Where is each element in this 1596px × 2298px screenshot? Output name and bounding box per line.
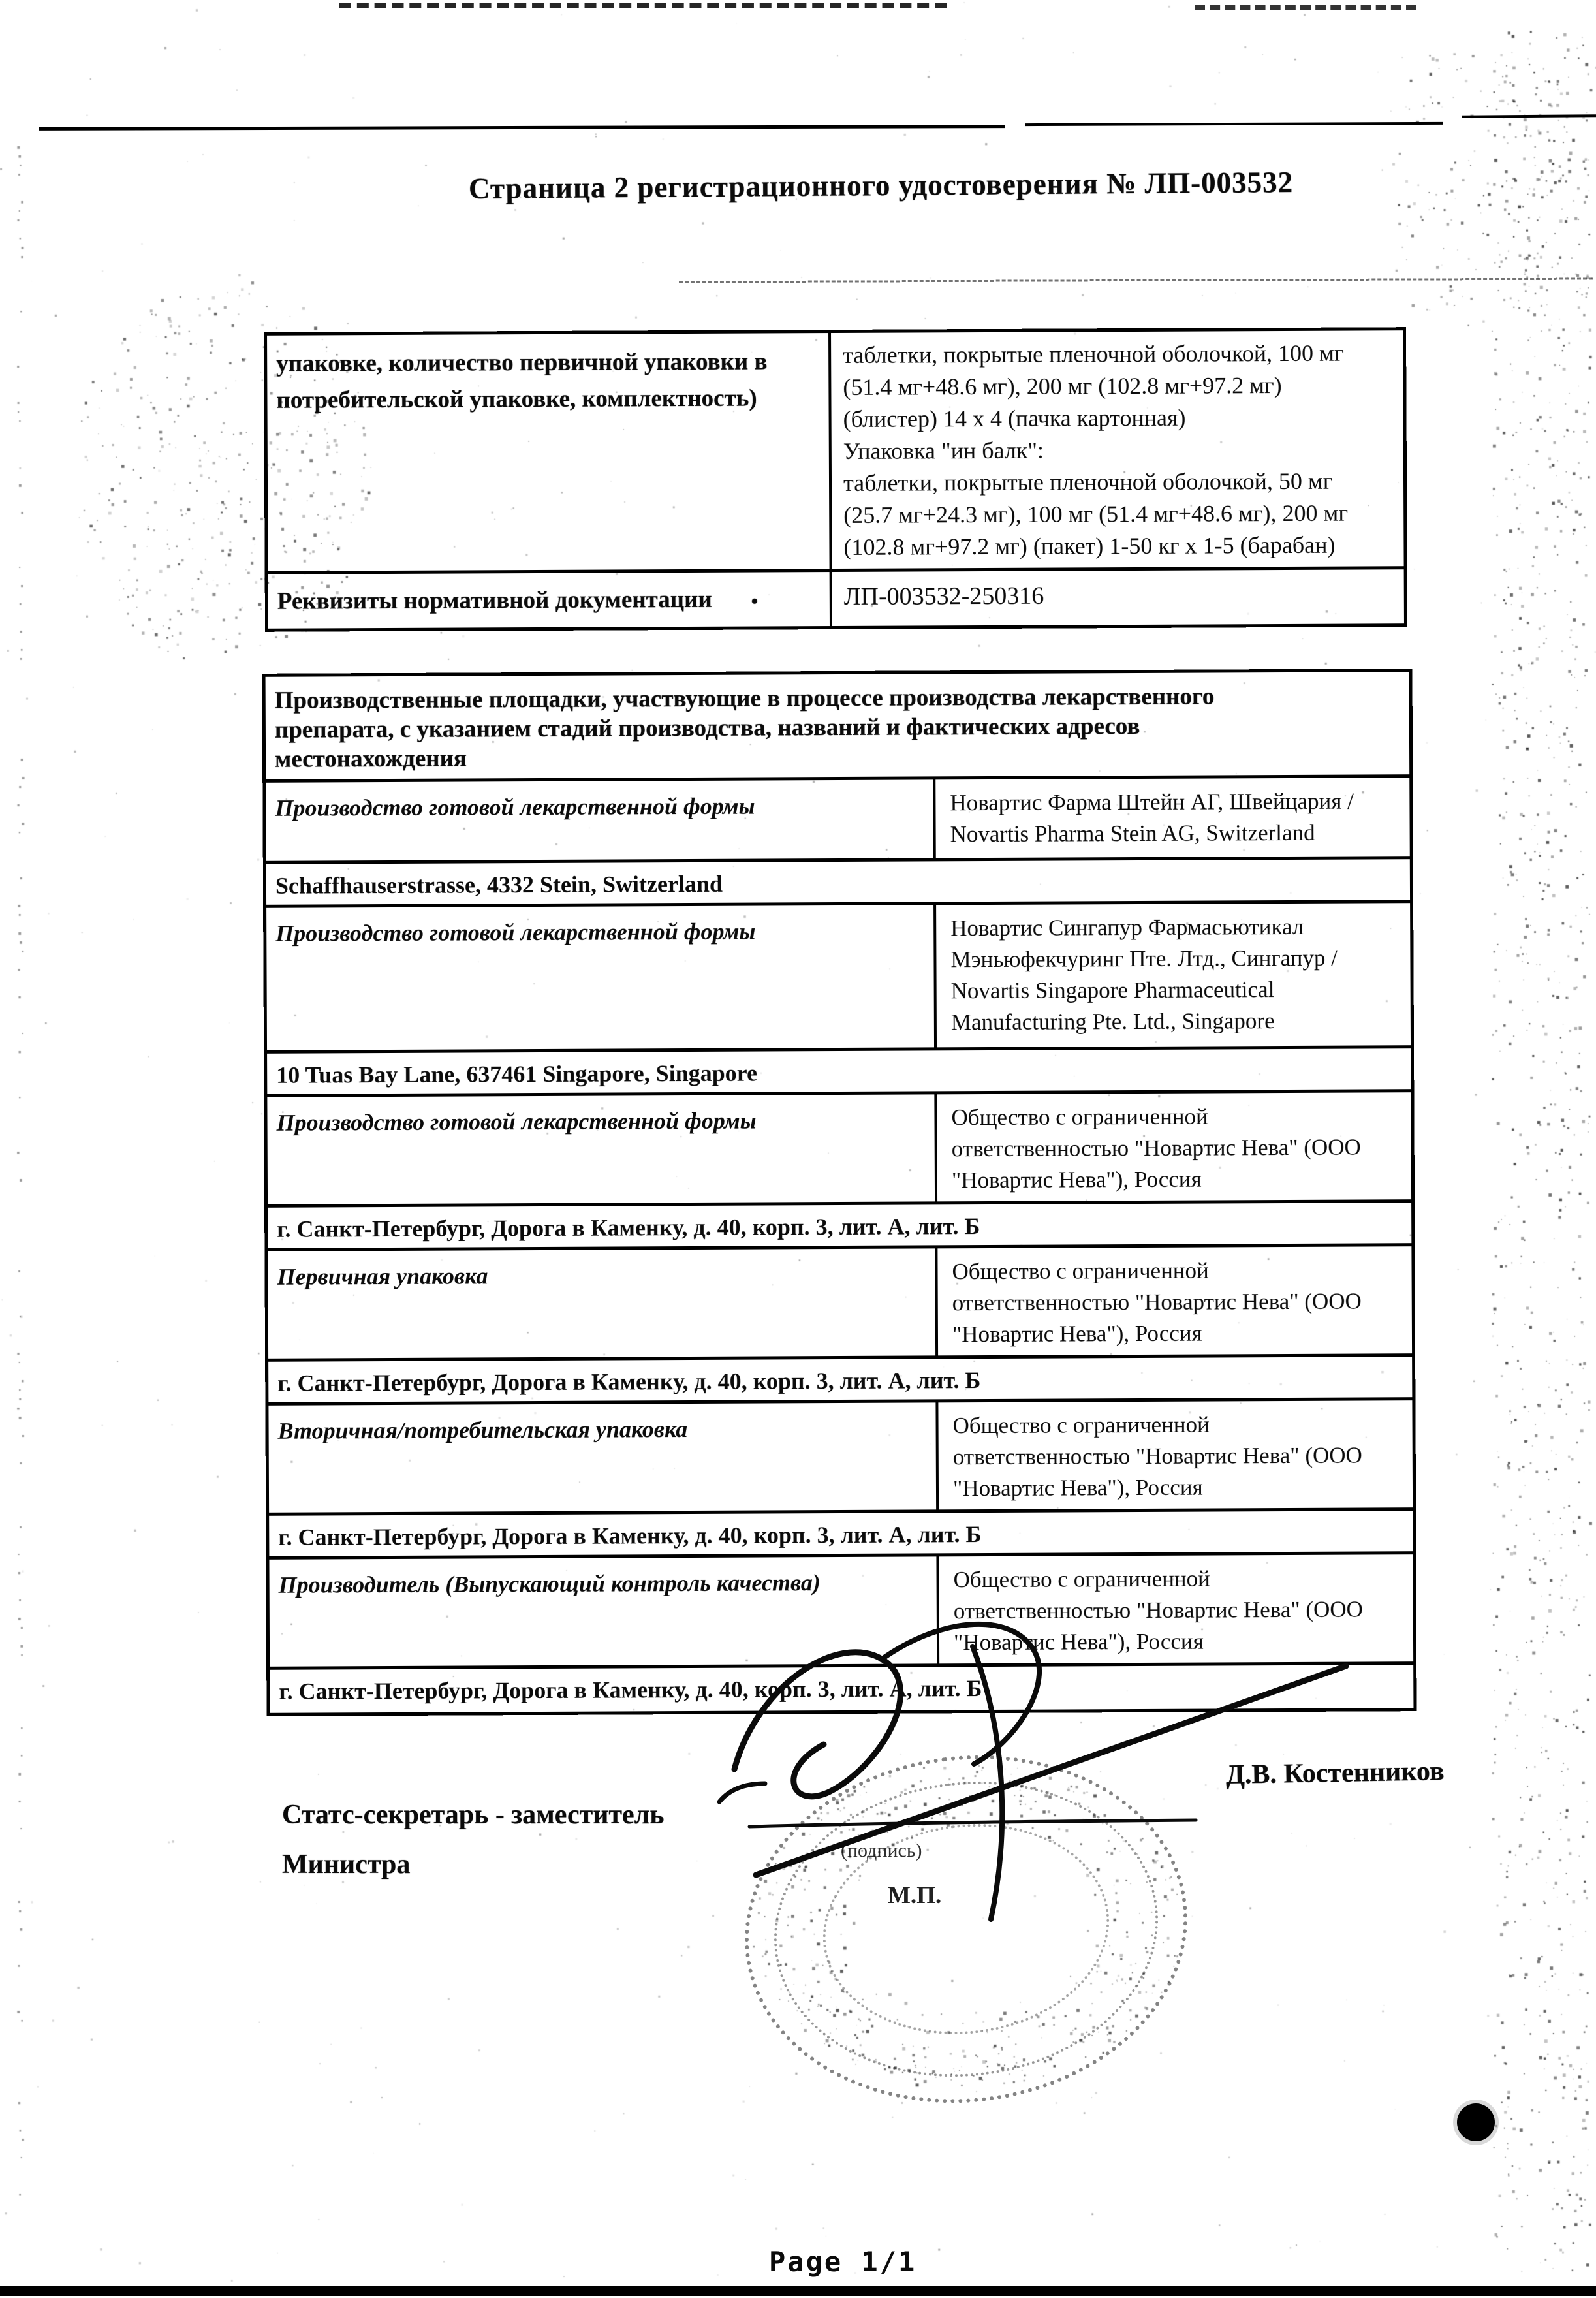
normative-docs-row [268, 566, 1404, 628]
address-row [267, 1045, 1411, 1094]
production-sites-table [262, 669, 1417, 1716]
company-name: Общество с ограниченной ответственностью "Новартис Нева" (ООО "Новартис Нева"), Россия [952, 1411, 1362, 1502]
address-row [266, 856, 1410, 905]
packaging-value-line: (25.7 мг+24.3 мг), 100 мг (51.4 мг+48.6 мг), 200 мг [843, 499, 1349, 528]
header-line: Производственные площадки, участвующие в процессе производства лекарственного [274, 683, 1215, 714]
packaging-value-line: (102.8 мг+97.2 мг) (пакет) 1-50 кг х 1-5 (барабан) [843, 531, 1336, 560]
stage-label: Производство готовой лекарственной формы [266, 779, 936, 860]
scan-artifact-dot: • [751, 590, 759, 612]
scan-artifact-dashed-line [339, 3, 947, 8]
stage-label: Производство готовой лекарственной формы [266, 905, 937, 1050]
seal-caption: М.П. [888, 1882, 942, 1909]
signer-role-line: Министра [282, 1849, 411, 1880]
stage-label: Производство готовой лекарственной формы [267, 1094, 937, 1204]
packaging-value-line: (блистер) 14 х 4 (пачка картонная) [843, 404, 1186, 432]
handwritten-signature [666, 1606, 1397, 1926]
site-address: г. Санкт-Петербург, Дорога в Каменку, д. 40, корп. 3, лит. А, лит. Б [277, 1367, 981, 1396]
hole-punch-mark [1457, 2103, 1495, 2141]
production-table-header-text [266, 672, 1227, 779]
site-address: г. Санкт-Петербург, Дорога в Каменку, д. 40, корп. 3, лит. А, лит. Б [278, 1521, 982, 1550]
packaging-value-line: таблетки, покрытые пленочной оболочкой, 100 мг [843, 339, 1344, 368]
site-address: г. Санкт-Петербург, Дорога в Каменку, д. 40, корп. 3, лит. А, лит. Б [277, 1213, 980, 1242]
header-line: местонахождения [275, 745, 467, 773]
stage-label: Производитель (Выпускающий контроль качества) [269, 1556, 939, 1666]
signer-role-line: Статс-секретарь - заместитель [282, 1800, 665, 1830]
packaging-value-line: Упаковка "ин балк": [843, 437, 1044, 464]
packaging-table [264, 327, 1407, 631]
site-address: г. Санкт-Петербург, Дорога в Каменку, д. 40, корп. 3, лит. А, лит. Б [279, 1675, 982, 1705]
page-title: Страница 2 регистрационного удостоверения № ЛП-003532 [468, 166, 1294, 205]
company-name: Общество с ограниченной ответственностью "Новартис Нева" (ООО "Новартис Нева"), Россия [952, 1257, 1362, 1347]
address-row [269, 1507, 1413, 1556]
stage-label: Первичная упаковка [268, 1248, 938, 1358]
signer-name: Д.В. Костенников [1225, 1756, 1445, 1790]
company-name: Общество с ограниченной ответственностью "Новартис Нева" (ООО "Новартис Нева"), Россия [951, 1103, 1361, 1193]
stage-row [268, 1243, 1412, 1359]
packaging-value-line: (51.4 мг+48.6 мг), 200 мг (102.8 мг+97.2 мг) [843, 372, 1282, 400]
company-name: Новартис Сингапур Фармасьютикал Мэньюфекчуринг Пте. Лтд., Сингапур / Novartis Singapore Pharmaceutical Manufacturing Pte. Ltd., Singapore [950, 913, 1338, 1035]
normative-docs-label-text: Реквизиты нормативной документации [277, 586, 712, 615]
signature-caption: (подпись) [841, 1840, 922, 1861]
footer-page-number: Page 1/1 [769, 2246, 917, 2278]
company-name: Общество с ограниченной ответственностью "Новартис Нева" (ООО "Новартис Нева"), Россия [953, 1566, 1363, 1656]
signer-role [282, 1790, 664, 1889]
stage-row [266, 774, 1410, 861]
scan-artifact-dashed-line [1195, 5, 1416, 10]
bottom-scan-edge-bar [0, 2286, 1596, 2296]
packaging-label: упаковке, количество первичной упаковки в потребительской упаковке, комплектность) [267, 333, 832, 571]
stage-row [267, 1089, 1411, 1204]
stage-label: Вторичная/потребительская упаковка [268, 1402, 939, 1512]
stage-row [268, 1397, 1413, 1513]
packaging-row [267, 330, 1404, 571]
production-table-header [266, 672, 1410, 779]
address-row [268, 1353, 1412, 1402]
registration-number: ЛП-003532-250316 [843, 582, 1044, 610]
packaging-value-line: таблетки, покрытые пленочной оболочкой, 50 мг [843, 467, 1333, 496]
normative-docs-label [268, 572, 832, 628]
header-line: препарата, с указанием стадий производства, названий и фактических адресов [274, 712, 1140, 744]
site-address: 10 Tuas Bay Lane, 637461 Singapore, Singapore [276, 1060, 758, 1088]
site-address: Schaffhauserstrasse, 4332 Stein, Switzerland [275, 870, 723, 899]
stage-row [266, 900, 1411, 1050]
packaging-value [831, 330, 1404, 569]
company-name: Новартис Фарма Штейн АГ, Швейцария / Novartis Pharma Stein AG, Switzerland [950, 788, 1354, 847]
address-row [268, 1199, 1411, 1248]
